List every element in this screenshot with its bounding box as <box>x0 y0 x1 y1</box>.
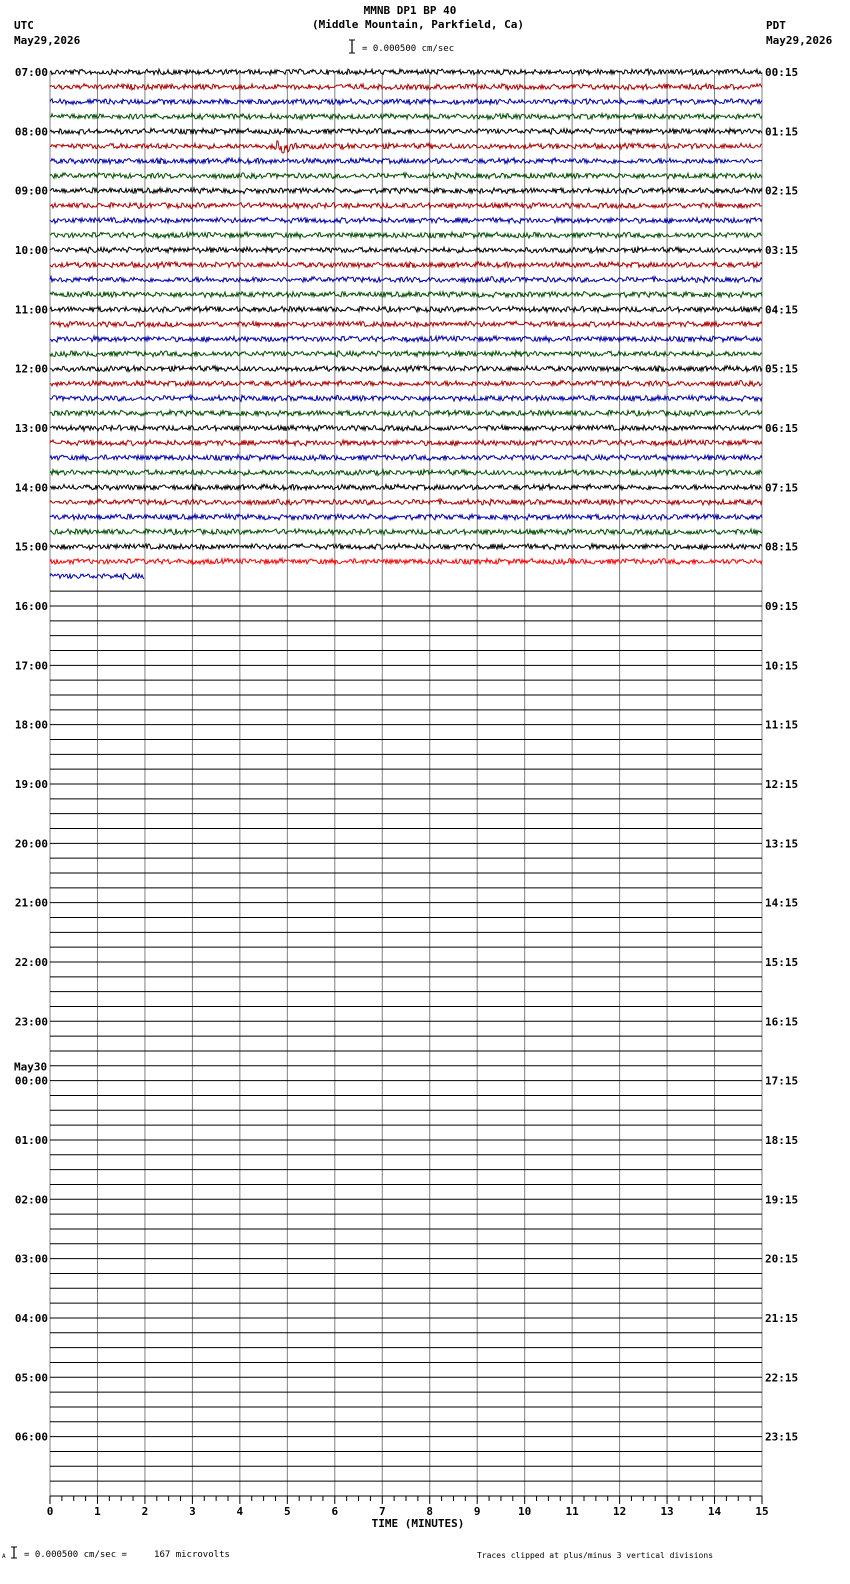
right-hour-label: 12:15 <box>765 777 799 791</box>
left-hour-label: 10:00 <box>14 243 48 257</box>
trace-row-23 <box>50 410 762 416</box>
right-hour-label: 20:15 <box>765 1252 799 1266</box>
trace-row-27 <box>50 470 762 476</box>
right-hour-label: 19:15 <box>765 1193 799 1207</box>
right-hour-label: 17:15 <box>765 1074 799 1088</box>
trace-row-19 <box>50 351 762 357</box>
right-hour-label: 15:15 <box>765 955 799 969</box>
right-hour-label: 02:15 <box>765 184 799 198</box>
x-tick-label: 1 <box>94 1504 101 1518</box>
left-date: May29,2026 <box>14 34 81 47</box>
scale-legend: = 0.000500 cm/sec <box>362 44 455 54</box>
left-hour-labels <box>14 66 48 1444</box>
right-hour-labels <box>765 66 798 1444</box>
right-timezone: PDT <box>766 19 786 32</box>
trace-row-7 <box>50 173 762 179</box>
x-tick-label: 4 <box>236 1504 244 1518</box>
right-hour-label: 01:15 <box>765 125 799 139</box>
trace-row-18 <box>50 336 762 342</box>
left-hour-label: 16:00 <box>14 599 48 613</box>
left-hour-label: 23:00 <box>14 1015 48 1029</box>
trace-row-10 <box>50 218 762 224</box>
trace-row-2 <box>50 99 762 105</box>
left-hour-label: 05:00 <box>14 1371 48 1385</box>
left-hour-label: 01:00 <box>14 1133 48 1147</box>
right-hour-label: 05:15 <box>765 362 799 376</box>
x-tick-label: 0 <box>46 1504 54 1518</box>
x-tick-label: 7 <box>378 1504 386 1518</box>
trace-row-0 <box>50 69 762 75</box>
trace-row-20 <box>50 366 762 372</box>
x-tick-label: 11 <box>565 1504 579 1518</box>
right-hour-label: 21:15 <box>765 1311 799 1325</box>
left-hour-label: 18:00 <box>14 718 48 732</box>
left-hour-label: 22:00 <box>14 955 48 969</box>
left-hour-label: 04:00 <box>14 1311 48 1325</box>
left-hour-label: 08:00 <box>14 125 48 139</box>
right-hour-label: 06:15 <box>765 421 799 435</box>
left-hour-label: 02:00 <box>14 1193 48 1207</box>
left-hour-label: 07:00 <box>14 66 48 79</box>
left-hour-label: 14:00 <box>14 481 48 495</box>
right-hour-label: 16:15 <box>765 1015 799 1029</box>
left-hour-label: 13:00 <box>14 421 48 435</box>
trace-row-21 <box>50 380 762 386</box>
trace-row-30 <box>50 514 762 520</box>
left-hour-label: 20:00 <box>14 837 48 851</box>
trace-row-4 <box>50 128 762 134</box>
left-hour-label: 15:00 <box>14 540 48 554</box>
footer-scale: = 0.000500 cm/sec = 167 microvolts <box>24 1550 230 1560</box>
x-tick-label: 13 <box>660 1504 674 1518</box>
trace-row-8 <box>50 188 762 194</box>
trace-row-17 <box>50 321 762 327</box>
right-hour-label: 14:15 <box>765 896 799 910</box>
left-timezone: UTC <box>14 19 34 32</box>
trace-row-3 <box>50 114 762 120</box>
left-hour-label: 00:00 <box>14 1074 48 1088</box>
trace-row-16 <box>50 306 762 312</box>
trace-row-33 <box>50 559 762 565</box>
trace-row-12 <box>50 247 762 253</box>
left-hour-label: 21:00 <box>14 896 48 910</box>
x-tick-label: 6 <box>331 1504 339 1518</box>
trace-row-15 <box>50 292 762 298</box>
trace-row-5 <box>50 141 762 153</box>
x-tick-label: 2 <box>141 1504 149 1518</box>
x-tick-label: 8 <box>426 1504 434 1518</box>
right-hour-label: 10:15 <box>765 659 799 673</box>
left-hour-label: 09:00 <box>14 184 48 198</box>
trace-row-26 <box>50 455 762 461</box>
trace-row-32 <box>50 544 762 550</box>
x-tick-label: 10 <box>518 1504 532 1518</box>
trace-row-14 <box>50 277 762 283</box>
right-hour-label: 03:15 <box>765 243 799 257</box>
left-hour-label: 17:00 <box>14 659 48 673</box>
trace-row-31 <box>50 529 762 535</box>
footer-scale-prefix: A <box>2 1553 6 1560</box>
right-hour-label: 18:15 <box>765 1133 799 1147</box>
left-hour-label: 19:00 <box>14 777 48 791</box>
left-hour-label: 11:00 <box>14 303 48 317</box>
right-hour-label: 08:15 <box>765 540 799 554</box>
trace-row-13 <box>50 262 762 268</box>
x-axis <box>47 1496 769 1530</box>
x-tick-label: 15 <box>755 1504 769 1518</box>
x-tick-label: 3 <box>189 1504 196 1518</box>
x-tick-label: 5 <box>284 1504 291 1518</box>
chart-title: MMNB DP1 BP 40 <box>363 4 457 17</box>
left-hour-label: 06:00 <box>14 1430 48 1444</box>
right-hour-label: 04:15 <box>765 303 799 317</box>
x-tick-label: 14 <box>707 1504 722 1518</box>
trace-row-22 <box>50 395 762 401</box>
right-hour-label: 00:15 <box>765 66 799 79</box>
trace-row-28 <box>50 484 762 490</box>
x-tick-label: 12 <box>612 1504 627 1518</box>
right-hour-label: 22:15 <box>765 1371 799 1385</box>
clip-note: Traces clipped at plus/minus 3 vertical divisions <box>477 1551 714 1560</box>
right-hour-label: 07:15 <box>765 481 799 495</box>
trace-row-1 <box>50 84 762 90</box>
left-hour-label: 03:00 <box>14 1252 48 1266</box>
trace-row-11 <box>50 232 762 238</box>
left-hour-label: 12:00 <box>14 362 48 376</box>
x-tick-label: 9 <box>473 1504 481 1518</box>
trace-rows <box>50 69 762 1481</box>
chart-subtitle: (Middle Mountain, Parkfield, Ca) <box>312 18 524 31</box>
trace-row-25 <box>50 440 762 446</box>
date-change-label: May30 <box>14 1060 48 1074</box>
right-hour-label: 11:15 <box>765 718 799 732</box>
right-date: May29,2026 <box>766 34 833 47</box>
trace-row-24 <box>50 425 762 431</box>
right-hour-label: 23:15 <box>765 1430 799 1444</box>
right-hour-label: 13:15 <box>765 837 799 851</box>
trace-row-9 <box>50 203 762 209</box>
trace-row-29 <box>50 499 762 505</box>
trace-row-6 <box>50 158 762 164</box>
right-hour-label: 09:15 <box>765 599 799 613</box>
x-axis-label: TIME (MINUTES) <box>371 1516 465 1530</box>
